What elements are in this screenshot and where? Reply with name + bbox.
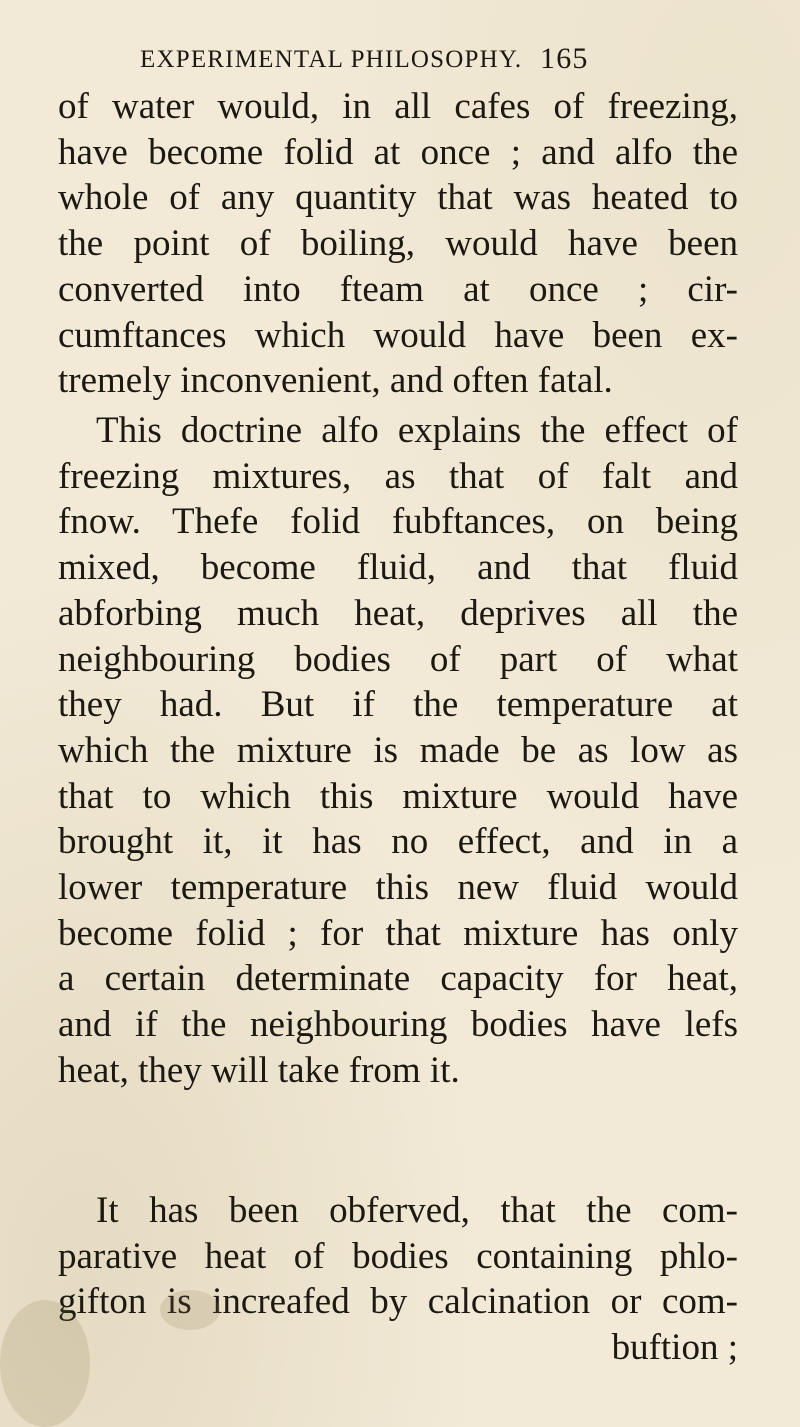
text-line: and if the neighbouring bodies have lefs xyxy=(58,1004,738,1046)
text-line: parative heat of bodies containing phlo- xyxy=(58,1235,738,1277)
paper-stain xyxy=(0,1300,90,1427)
text-line: a certain determinate capacity for heat, xyxy=(58,958,738,1000)
text-line: heat, they will take from it. xyxy=(58,1049,460,1091)
text-line: lower temperature this new fluid would xyxy=(58,867,738,909)
text-line: that to which this mixture would have xyxy=(58,775,738,817)
text-line: which the mixture is made be as low as xyxy=(58,729,738,771)
paragraph-2 xyxy=(58,408,738,1094)
catchword-line: buftion ; xyxy=(611,1327,738,1369)
text-line: whole of any quantity that was heated to xyxy=(58,177,738,219)
text-line: have become folid at once ; and alfo the xyxy=(58,131,738,173)
running-head xyxy=(140,42,600,75)
text-line: cumftances which would have been ex- xyxy=(58,314,738,356)
text-line: It has been obferved, that the com- xyxy=(96,1190,738,1231)
text-line: they had. But if the temperature at xyxy=(58,684,738,726)
text-line: abforbing much heat, deprives all the xyxy=(58,592,738,634)
text-line: of water would, in all cafes of freezing, xyxy=(58,86,738,127)
text-line: fnow. Thefe folid fubftances, on being xyxy=(58,501,738,543)
text-line: This doctrine alfo explains the effect of xyxy=(96,410,738,451)
page-number: 165 xyxy=(540,42,589,75)
text-line: freezing mixtures, as that of falt and xyxy=(58,455,738,497)
text-line: mixed, become fluid, and that fluid xyxy=(58,547,738,589)
text-line: the point of boiling, would have been xyxy=(58,223,738,265)
running-head-title: EXPERIMENTAL PHILOSOPHY. xyxy=(140,46,523,73)
text-line: brought it, it has no effect, and in a xyxy=(58,821,738,863)
paper-stain xyxy=(160,1290,220,1330)
text-line: become folid ; for that mixture has only xyxy=(58,912,738,954)
text-line: converted into fteam at once ; cir- xyxy=(58,268,738,310)
paragraph-3 xyxy=(58,1188,738,1371)
paragraph-1 xyxy=(58,84,738,404)
text-line: tremely inconvenient, and often fatal. xyxy=(58,360,613,402)
text-line: gifton is increafed by calcination or com- xyxy=(58,1281,738,1323)
text-line: neighbouring bodies of part of what xyxy=(58,638,738,680)
